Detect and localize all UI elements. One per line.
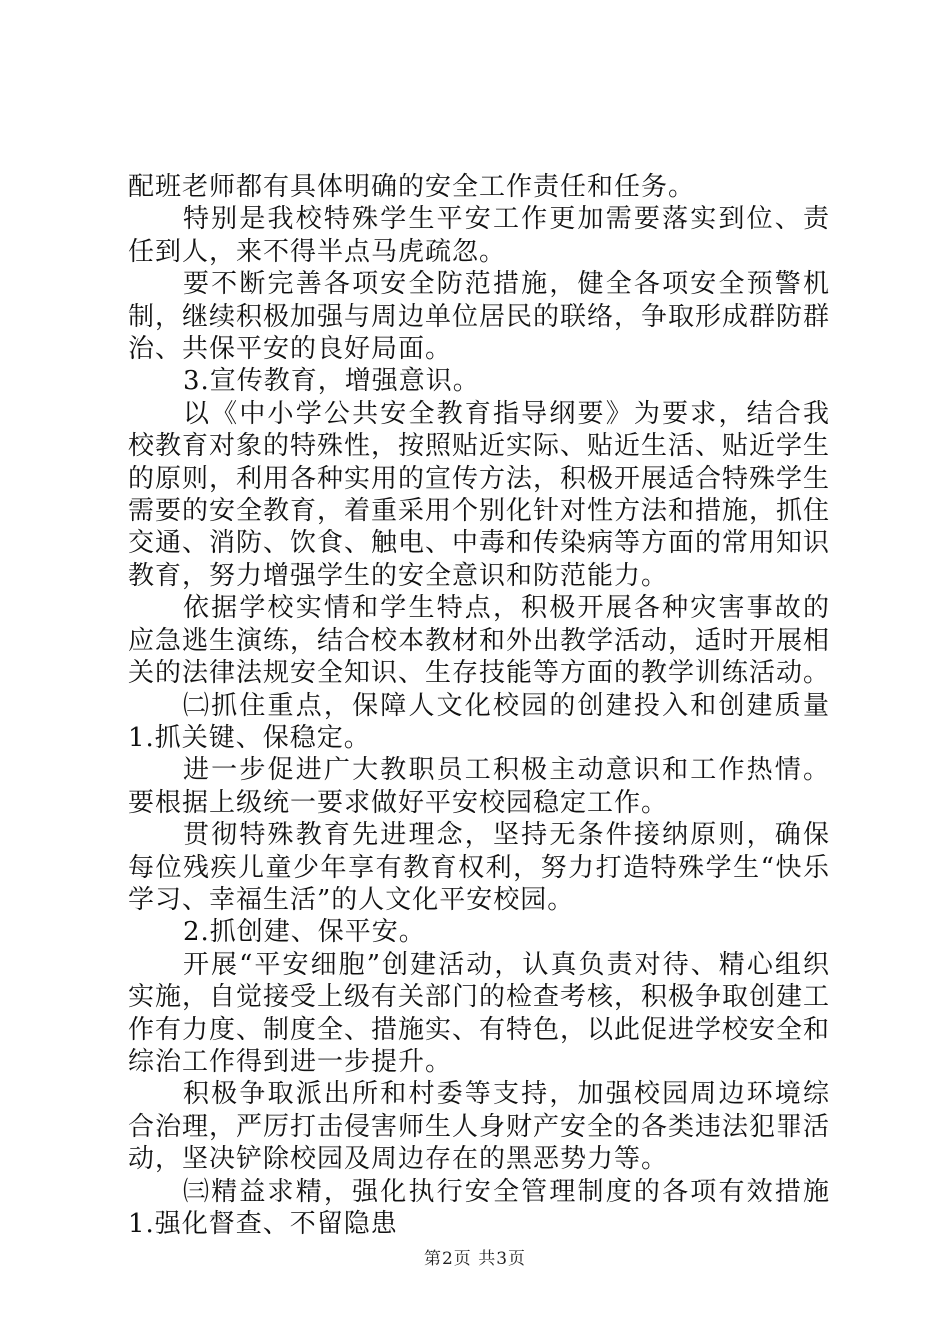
paragraph: 依据学校实情和学生特点，积极开展各种灾害事故的应急逃生演练，结合校本教材和外出教学活动，适时开展相关的法律法规安全知识、生存技能等方面的教学训练活动。 xyxy=(128,593,831,689)
paragraph: 要不断完善各项安全防范措施，健全各项安全预警机制，继续积极加强与周边单位居民的联络，争取形成群防群治、共保平安的良好局面。 xyxy=(128,269,831,365)
section-heading: ㈢精益求精，强化执行安全管理制度的各项有效措施 1.强化督查、不留隐患 xyxy=(128,1176,830,1239)
section-heading: 2.抓创建、保平安。 xyxy=(183,917,426,948)
paragraph: 开展“平安细胞”创建活动，认真负责对待、精心组织实施，自觉接受上级有关部门的检查考核，积极争取创建工作有力度、制度全、措施实、有特色，以此促进学校安全和综治工作得到进一步提升。 xyxy=(128,949,831,1077)
page-number-footer: 第2页 共3页 xyxy=(423,1249,527,1269)
paragraph: 特别是我校特殊学生平安工作更加需要落实到位、责任到人，来不得半点马虎疏忽。 xyxy=(128,204,830,267)
section-heading: ㈡抓住重点，保障人文化校园的创建投入和创建质量 1.抓关键、保稳定。 xyxy=(128,690,830,753)
paragraph: 贯彻特殊教育先进理念，坚持无条件接纳原则，确保每位残疾儿童少年享有教育权利，努力打造特殊学生“快乐学习、幸福生活”的人文化平安校园。 xyxy=(128,820,830,915)
paragraph: 进一步促进广大教职员工积极主动意识和工作热情。要根据上级统一要求做好平安校园稳定工作。 xyxy=(128,755,830,818)
paragraph: 以《中小学公共安全教育指导纲要》为要求，结合我校教育对象的特殊性，按照贴近实际、贴近生活、贴近学生的原则，利用各种实用的宣传方法，积极开展适合特殊学生需要的安全教育，着重采用个别化针对性方法和措施，抓住交通、消防、饮食、触电、中毒和传染病等方面的常用知识教育，努力增强学生的安全意识和防范能力。 xyxy=(128,398,831,591)
paragraph: 配班老师都有具体明确的安全工作责任和任务。 xyxy=(128,172,696,202)
document-body xyxy=(128,171,830,1240)
section-heading: 3.宣传教育，增强意识。 xyxy=(183,366,480,397)
paragraph: 积极争取派出所和村委等支持，加强校园周边环境综合治理，严厉打击侵害师生人身财产安全的各类违法犯罪活动，坚决铲除校园及周边存在的黑恶势力等。 xyxy=(128,1079,831,1175)
